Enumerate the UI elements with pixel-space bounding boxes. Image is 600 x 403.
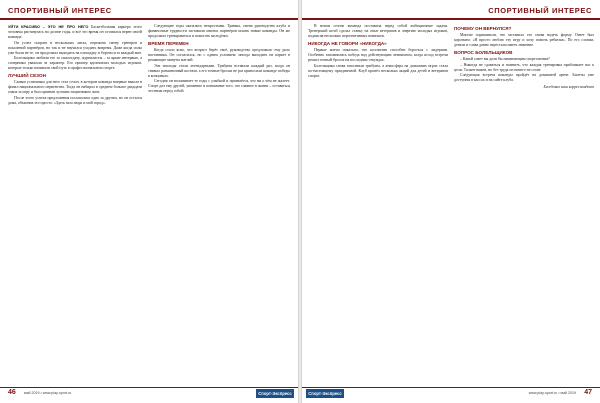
subheading: ВОПРОС БОЛЕЛЬЩИКОВ — [454, 50, 513, 55]
left-page — [0, 0, 298, 403]
article-lead — [8, 24, 142, 40]
right-page — [302, 0, 600, 403]
subheading: ВРЕМЯ ПЕРЕМЕН — [148, 41, 189, 46]
article-headline: УЙТИ КРАСИВО – ЭТО НЕ ПРО НЕГО — [8, 24, 89, 29]
paragraph: Следующая встреча команды пройдёт на домашней арене. Билеты уже доступны в кассах и на сайте клуба. — [454, 73, 594, 83]
right-page-column-2 — [454, 24, 594, 381]
right-page-header — [302, 6, 600, 20]
footer-meta: www.play-sport.ru • май 2019 — [528, 391, 576, 395]
subheading: ЛУЧШИЙ СЕЗОН — [8, 73, 46, 79]
footer-logo: Спорт-Экспресс — [306, 389, 344, 398]
footer-meta: май 2019 • www.play-sport.ru — [24, 391, 72, 395]
paragraph: В новом сезоне команда поставила перед собой амбициозные задачи. Тренерский штаб сделал ставку на опыт ветеранов и энергию молодых игроков, подписав несколько перспективных новичков. — [308, 24, 448, 38]
paragraph: – Какой совет вы дали бы начинающим спортсменам? — [460, 57, 550, 61]
left-page-footer — [0, 387, 298, 399]
section-title: СПОРТИВНЫЙ ИНТЕРЕС — [8, 6, 112, 15]
paragraph: Следующие годы оказались непростыми. Травмы, смена руководства клуба и финансовые трудности заставили многих партнёров искать новые команды. Он же продолжал тренироваться и помогать молодёжи. — [148, 24, 290, 38]
paragraph: Он успел сыграть в нескольких лигах, пережить смену тренеров и поколений партнёров, но так и не научился уходить вовремя. Даже когда силы уже были не те, он продолжал выходить на площадку и бороться за каждый мяч. — [8, 40, 142, 55]
left-page-column-1 — [8, 24, 142, 381]
subheading: НИКОГДА НЕ ГОВОРИ «НИКОГДА» — [308, 41, 387, 46]
subheading: ПОЧЕМУ ОН ВЕРНУЛСЯ? — [454, 26, 512, 31]
paragraph: После этого успеха предложения посыпались одно за другим, но он остался дома, объяснив это просто: «Здесь мои люди и мой город». — [8, 95, 142, 105]
paragraph: – Никогда не сдаваться и помнить, что каждая тренировка приближает вас к цели. Талант важен, но без труда он ничего не стоит. — [454, 62, 594, 72]
page-number: 46 — [8, 389, 16, 396]
paragraph: Когда стало ясно, что возраст берёт своё, руководство предложило ему роль наставника. Он согласился, но с одним условием: иногда выходить на паркет в решающие минуты матчей. — [148, 48, 290, 62]
paragraph: Эти эпизоды стали легендарными. Трибуны вставали каждый раз, когда он снимал разминочный костюм, а его точные броски не раз приносили команде победы в концовках. — [148, 63, 290, 78]
article-lead-text: Баскетбольная карьера этого человека растянулась на долгие годы, и всё это время он оставался верен своей команде. — [8, 25, 142, 39]
right-page-footer — [302, 387, 600, 399]
paragraph: Болельщики любили его за самоотдачу, журналисты – за яркие интервью, а соперники уважали за характер. Его пример вдохновлял молодых игроков, которые только начинали свой путь в профессиональном спорте. — [8, 56, 142, 71]
paragraph: Болельщики снова заполнили трибуны, а атмосфера на домашних играх стала по-настоящему праздничной. Клуб провёл несколько акций для детей и ветеранов спорта. — [308, 63, 448, 78]
paragraph: Сегодня он вспоминает те годы с улыбкой и признаётся, что ни о чём не жалеет. Спорт дал ему друзей, уважение и понимание того, что главное в жизни – оставаться честным перед собой. — [148, 79, 290, 94]
paragraph: Первые матчи показали, что коллектив способен бороться с лидерами. Особенно запомнилась победа над действующим чемпионом, когда исход встречи решил точный бросок на последних секундах. — [308, 48, 448, 62]
section-title: СПОРТИВНЫЙ ИНТЕРЕС — [488, 6, 592, 15]
left-page-column-2 — [148, 24, 290, 381]
paragraph: Многие спрашивали, что заставило его снова надеть форму. Ответ был коротким: «Я просто люблю эту игру и хочу помочь ребятам». По его словам, деньги и слава давно перестали иметь значение. — [454, 33, 594, 47]
left-page-header — [0, 6, 298, 20]
footer-logo: Спорт-Экспресс — [256, 389, 294, 398]
page-number: 47 — [584, 389, 592, 396]
right-page-column-1 — [308, 24, 448, 381]
paragraph: Самым успешным для него стал сезон, в котором команда впервые вышла в финал национального первенства. Тогда он набирал в среднем больше двадцати очков за игру и был признан лучшим защитником лиги. — [8, 80, 142, 95]
byline: Беседовал наш корреспондент — [543, 85, 594, 90]
